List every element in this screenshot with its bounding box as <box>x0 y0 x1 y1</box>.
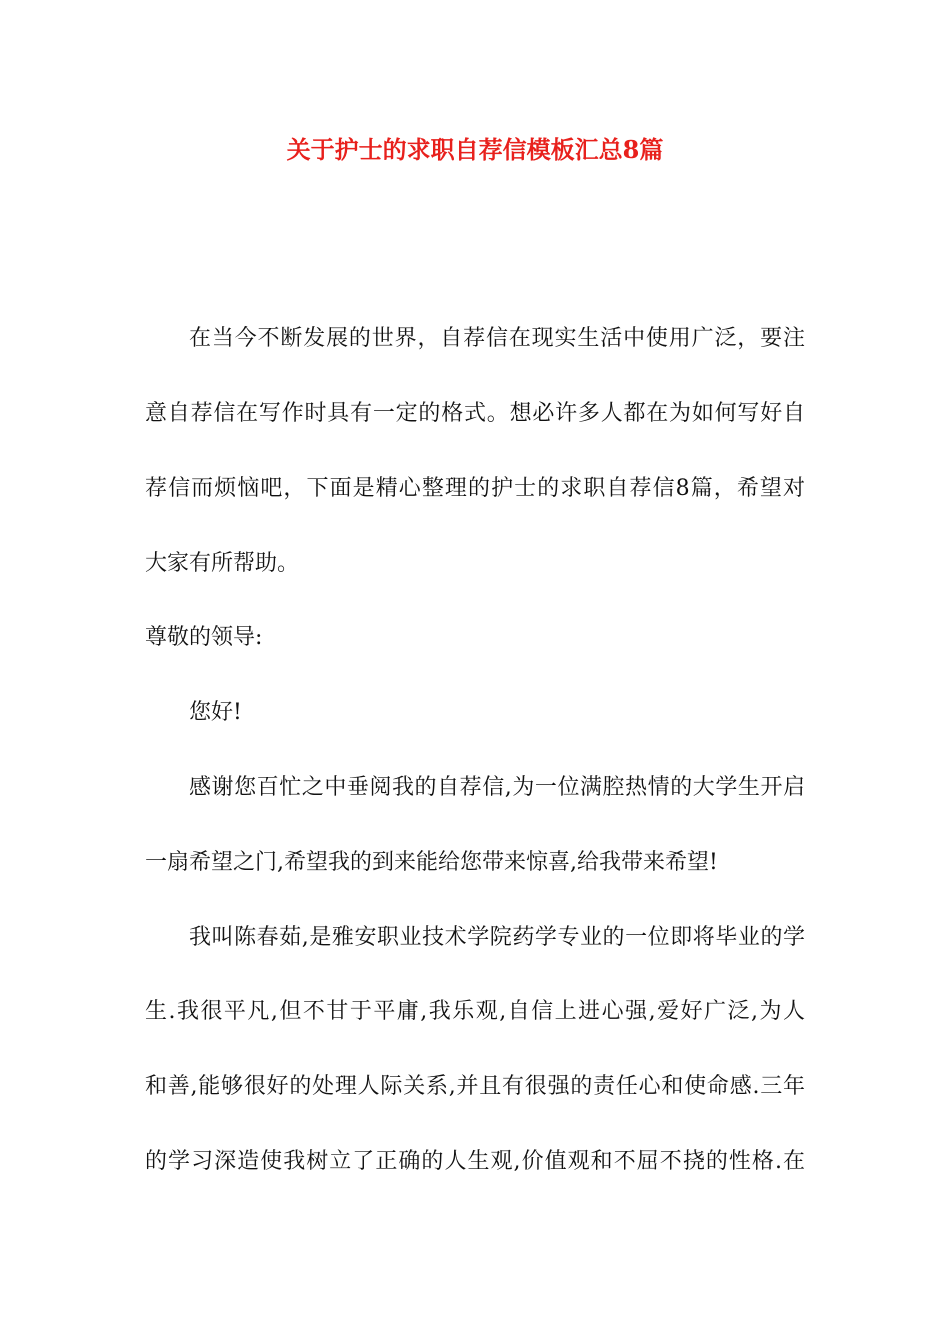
salutation: 尊敬的领导: <box>145 625 263 650</box>
body-line-1: 在当今不断发展的世界，自荐信在现实生活中使用广泛，要注 <box>189 326 805 351</box>
body-line-12: 的学习深造使我树立了正确的人生观,价值观和不屈不挠的性格.在 <box>145 1149 805 1174</box>
body-line-3: 荐信而烦恼吧，下面是精心整理的护士的求职自荐信8篇，希望对 <box>145 476 805 501</box>
body-line-7: 感谢您百忙之中垂阅我的自荐信,为一位满腔热情的大学生开启 <box>189 775 805 800</box>
body-line-4: 大家有所帮助。 <box>145 551 300 576</box>
body-line-8: 一扇希望之门,希望我的到来能给您带来惊喜,给我带来希望! <box>145 850 718 875</box>
body-line-9: 我叫陈春茹,是雅安职业技术学院药学专业的一位即将毕业的学 <box>189 925 805 950</box>
greeting: 您好! <box>189 700 242 725</box>
body-line-11: 和善,能够很好的处理人际关系,并且有很强的责任心和使命感.三年 <box>145 1074 805 1099</box>
document-title: 关于护士的求职自荐信模板汇总8篇 <box>286 135 664 164</box>
body-line-2: 意自荐信在写作时具有一定的格式。想必许多人都在为如何写好自 <box>145 401 805 426</box>
body-line-10: 生.我很平凡,但不甘于平庸,我乐观,自信上进心强,爱好广泛,为人 <box>145 999 805 1024</box>
